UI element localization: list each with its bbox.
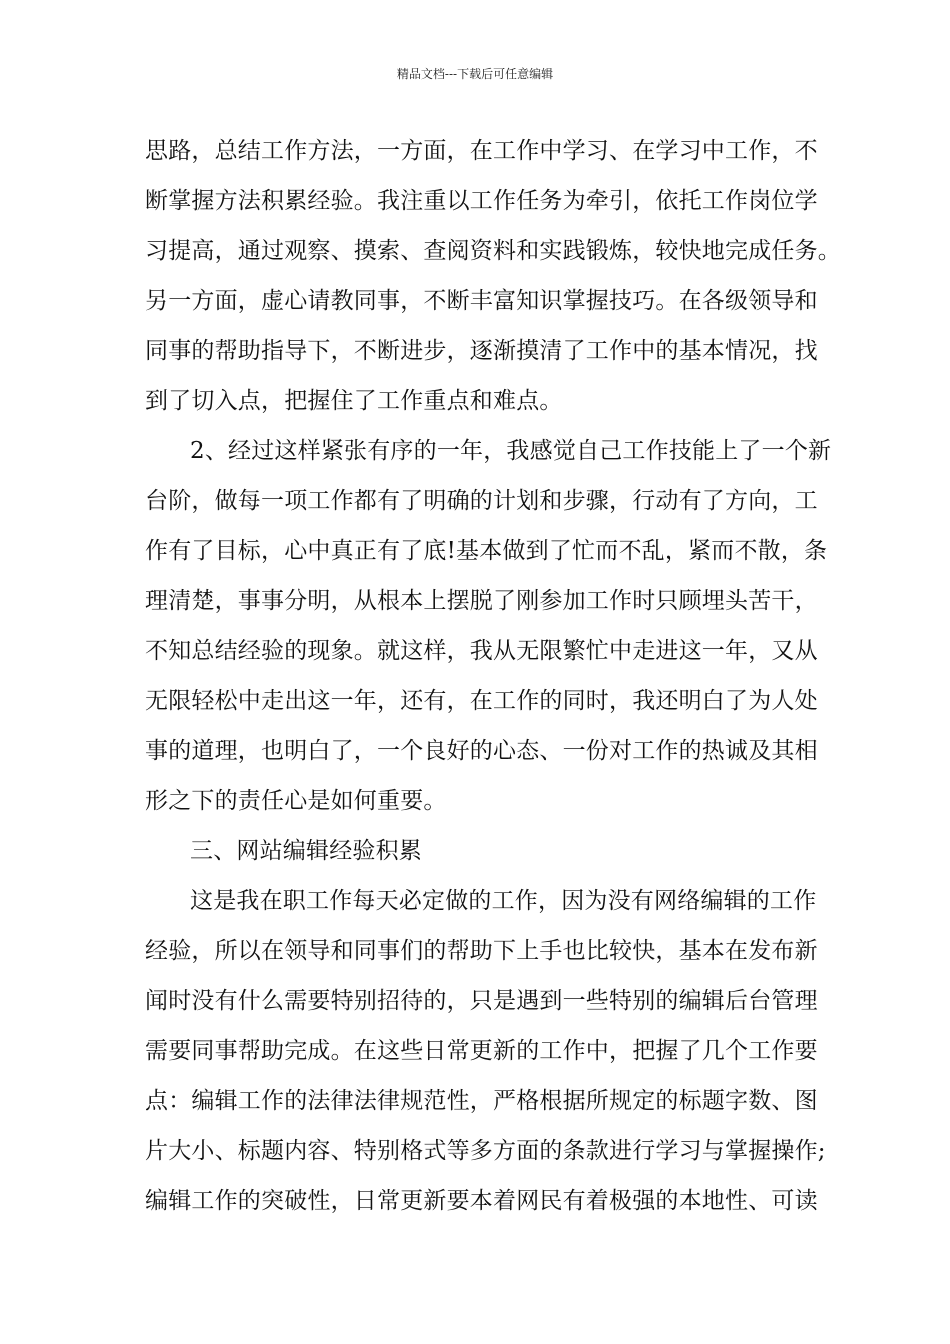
body-line: 习提高，通过观察、摸索、查阅资料和实践锻炼，较快地完成任务。 [145, 238, 841, 264]
body-line: 无限轻松中走出这一年，还有，在工作的同时，我还明白了为人处 [145, 688, 818, 714]
section-heading: 三、网站编辑经验积累 [190, 838, 422, 864]
body-line: 同事的帮助指导下，不断进步，逐渐摸清了工作中的基本情况，找 [145, 338, 818, 364]
body-line: 思路，总结工作方法，一方面，在工作中学习、在学习中工作，不 [145, 138, 818, 164]
body-line: 台阶，做每一项工作都有了明确的计划和步骤，行动有了方向，工 [145, 488, 818, 514]
paragraph-start-line: 2、经过这样紧张有序的一年，我感觉自己工作技能上了一个新 [190, 438, 832, 464]
body-line: 闻时没有什么需要特别招待的，只是遇到一些特别的编辑后台管理 [145, 988, 818, 1014]
body-line: 点：编辑工作的法律法律规范性，严格根据所规定的标题字数、图 [145, 1088, 818, 1114]
body-line: 事的道理，也明白了，一个良好的心态、一份对工作的热诚及其相 [145, 738, 818, 764]
paragraph-start-line: 这是我在职工作每天必定做的工作，因为没有网络编辑的工作 [190, 888, 817, 914]
body-line: 断掌握方法积累经验。我注重以工作任务为牵引，依托工作岗位学 [145, 188, 818, 214]
body-line: 作有了目标，心中真正有了底!基本做到了忙而不乱，紧而不散，条 [145, 538, 828, 564]
body-line: 理清楚，事事分明，从根本上摆脱了刚参加工作时只顾埋头苦干， [145, 588, 818, 614]
body-line: 另一方面，虚心请教同事，不断丰富知识掌握技巧。在各级领导和 [145, 288, 818, 314]
body-line: 不知总结经验的现象。就这样，我从无限繁忙中走进这一年，又从 [145, 638, 818, 664]
body-line: 片大小、标题内容、特别格式等多方面的条款进行学习与掌握操作; [145, 1138, 826, 1164]
body-line: 需要同事帮助完成。在这些日常更新的工作中，把握了几个工作要 [145, 1038, 818, 1064]
page-header: 精品文档---下载后可任意编辑 [396, 67, 554, 81]
body-line: 编辑工作的突破性，日常更新要本着网民有着极强的本地性、可读 [145, 1188, 818, 1214]
body-line: 到了切入点，把握住了工作重点和难点。 [145, 388, 563, 414]
body-line: 经验，所以在领导和同事们的帮助下上手也比较快，基本在发布新 [145, 938, 818, 964]
body-line: 形之下的责任心是如何重要。 [145, 788, 447, 814]
